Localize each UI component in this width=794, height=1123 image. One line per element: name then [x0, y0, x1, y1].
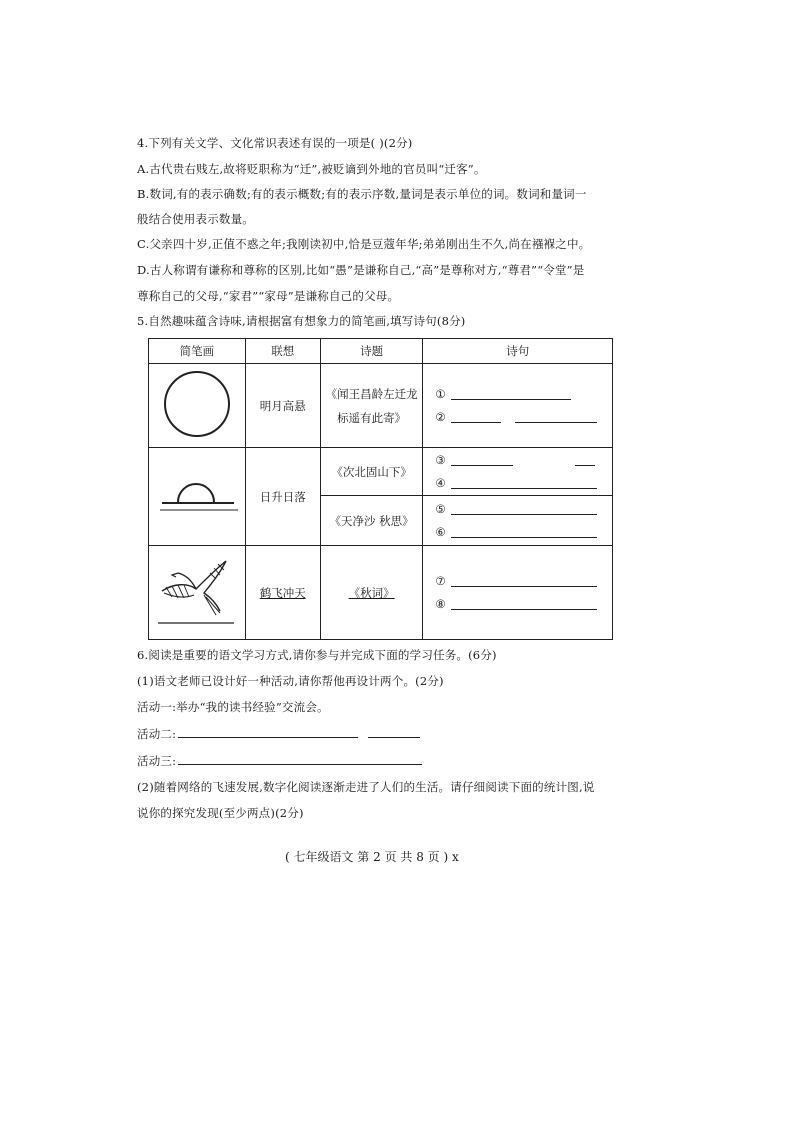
blank-number-5: ⑤: [435, 502, 446, 516]
rising-sun-drawing: [154, 470, 240, 520]
q5-stem: 5.自然趣味蕴含诗味,请根据富有想象力的简笔画,填写诗句(8分): [137, 314, 466, 328]
blank-number-2: ②: [435, 410, 446, 424]
poem-title-1-line2: 标遥有此寄》: [337, 410, 407, 425]
association-3-text: 鹤飞冲天: [259, 585, 306, 600]
activity-three-blank[interactable]: [178, 753, 422, 765]
activity-three: [137, 753, 422, 769]
activity-two-label: 活动二:: [137, 727, 177, 741]
q6-part1: (1)语文老师已设计好一种活动,请你帮他再设计两个。(2分): [137, 674, 444, 688]
blank-number-6: ⑥: [435, 525, 446, 539]
blank-number-4: ④: [435, 476, 446, 490]
blank-number-3: ③: [435, 453, 446, 467]
answer-blank-5[interactable]: [451, 503, 597, 515]
q4-option-c: C.父亲四十岁,正值不惑之年;我刚读初中,恰是豆蔻年华;弟弟刚出生不久,尚在襁褓之中。: [137, 237, 591, 251]
poem-lines-2a[interactable]: [423, 448, 613, 496]
answer-blank-1[interactable]: [451, 388, 571, 400]
q4-option-b-line1: B.数词,有的表示确数;有的表示概数;有的表示序数,量词是表示单位的词。数词和量词一: [137, 187, 587, 201]
activity-two: [137, 726, 420, 742]
q4-stem: 4.下列有关文学、文化常识表述有误的一项是( )(2分): [137, 136, 413, 150]
blank-number-1: ①: [435, 387, 446, 401]
poem-lines-2b[interactable]: [423, 496, 613, 546]
poem-title-2a: 《次北固山下》: [320, 448, 423, 496]
q4-option-d-line2: 尊称自己的父母,“家君”“家母”是谦称自己的父母。: [137, 289, 400, 303]
poem-title-3-text: 《秋词》: [348, 585, 395, 600]
sketch-sunset: [149, 448, 246, 546]
answer-blank-2a[interactable]: [451, 411, 501, 423]
header-association: 联想: [245, 339, 320, 364]
answer-blank-2b[interactable]: [515, 411, 597, 423]
header-poem-line: 诗句: [423, 339, 613, 364]
answer-blank-6[interactable]: [451, 526, 597, 538]
crane-drawing: [154, 553, 240, 629]
q6-stem: 6.阅读是重要的语文学习方式,请你参与并完成下面的学习任务。(6分): [137, 648, 497, 662]
answer-blank-8[interactable]: [451, 598, 597, 610]
sketch-moon: [149, 364, 246, 448]
poem-title-1-line1: 《闻王昌龄左迁龙: [325, 386, 418, 401]
association-2: 日升日落: [245, 448, 320, 546]
answer-blank-3b[interactable]: [575, 454, 595, 466]
blank-number-8: ⑧: [435, 597, 446, 611]
activity-three-label: 活动三:: [137, 754, 177, 768]
page-footer: ( 七年级语文 第 2 页 共 8 页 ) x: [285, 850, 459, 864]
answer-blank-7[interactable]: [451, 575, 597, 587]
full-moon-drawing: [157, 364, 237, 444]
activity-one: 活动一:举办“我的读书经验”交流会。: [137, 700, 329, 714]
header-sketch: 简笔画: [149, 339, 246, 364]
poem-lines-3[interactable]: [423, 546, 613, 640]
answer-blank-3a[interactable]: [451, 454, 513, 466]
q4-option-a: A.古代贵右贱左,故将贬职称为“迁”,被贬谪到外地的官员叫“迁客”。: [137, 162, 486, 176]
association-1: 明月高悬: [245, 364, 320, 448]
sketch-crane: [149, 546, 246, 640]
activity-two-blank-b[interactable]: [368, 726, 420, 738]
q4-option-d-line1: D.古人称谓有谦称和尊称的区别,比如“愚”是谦称自己,“高”是尊称对方,“尊君”“令堂”是: [137, 263, 585, 277]
blank-number-7: ⑦: [435, 574, 446, 588]
activity-two-blank-a[interactable]: [178, 726, 358, 738]
association-3: [245, 546, 320, 640]
header-poem-title: 诗题: [320, 339, 423, 364]
poem-title-3: [320, 546, 423, 640]
answer-blank-4[interactable]: [451, 477, 597, 489]
poem-title-2b: 《天净沙 秋思》: [320, 496, 423, 546]
poem-table: [148, 338, 613, 640]
poem-lines-1[interactable]: [423, 364, 613, 448]
q6-part2-line1: (2)随着网络的飞速发展,数字化阅读逐渐走进了人们的生活。请仔细阅读下面的统计图,说: [137, 780, 595, 794]
poem-title-1: [320, 364, 423, 448]
q6-part2-line2: 说你的探究发现(至少两点)(2分): [137, 806, 304, 820]
q4-option-b-line2: 般结合使用表示数量。: [137, 212, 254, 226]
